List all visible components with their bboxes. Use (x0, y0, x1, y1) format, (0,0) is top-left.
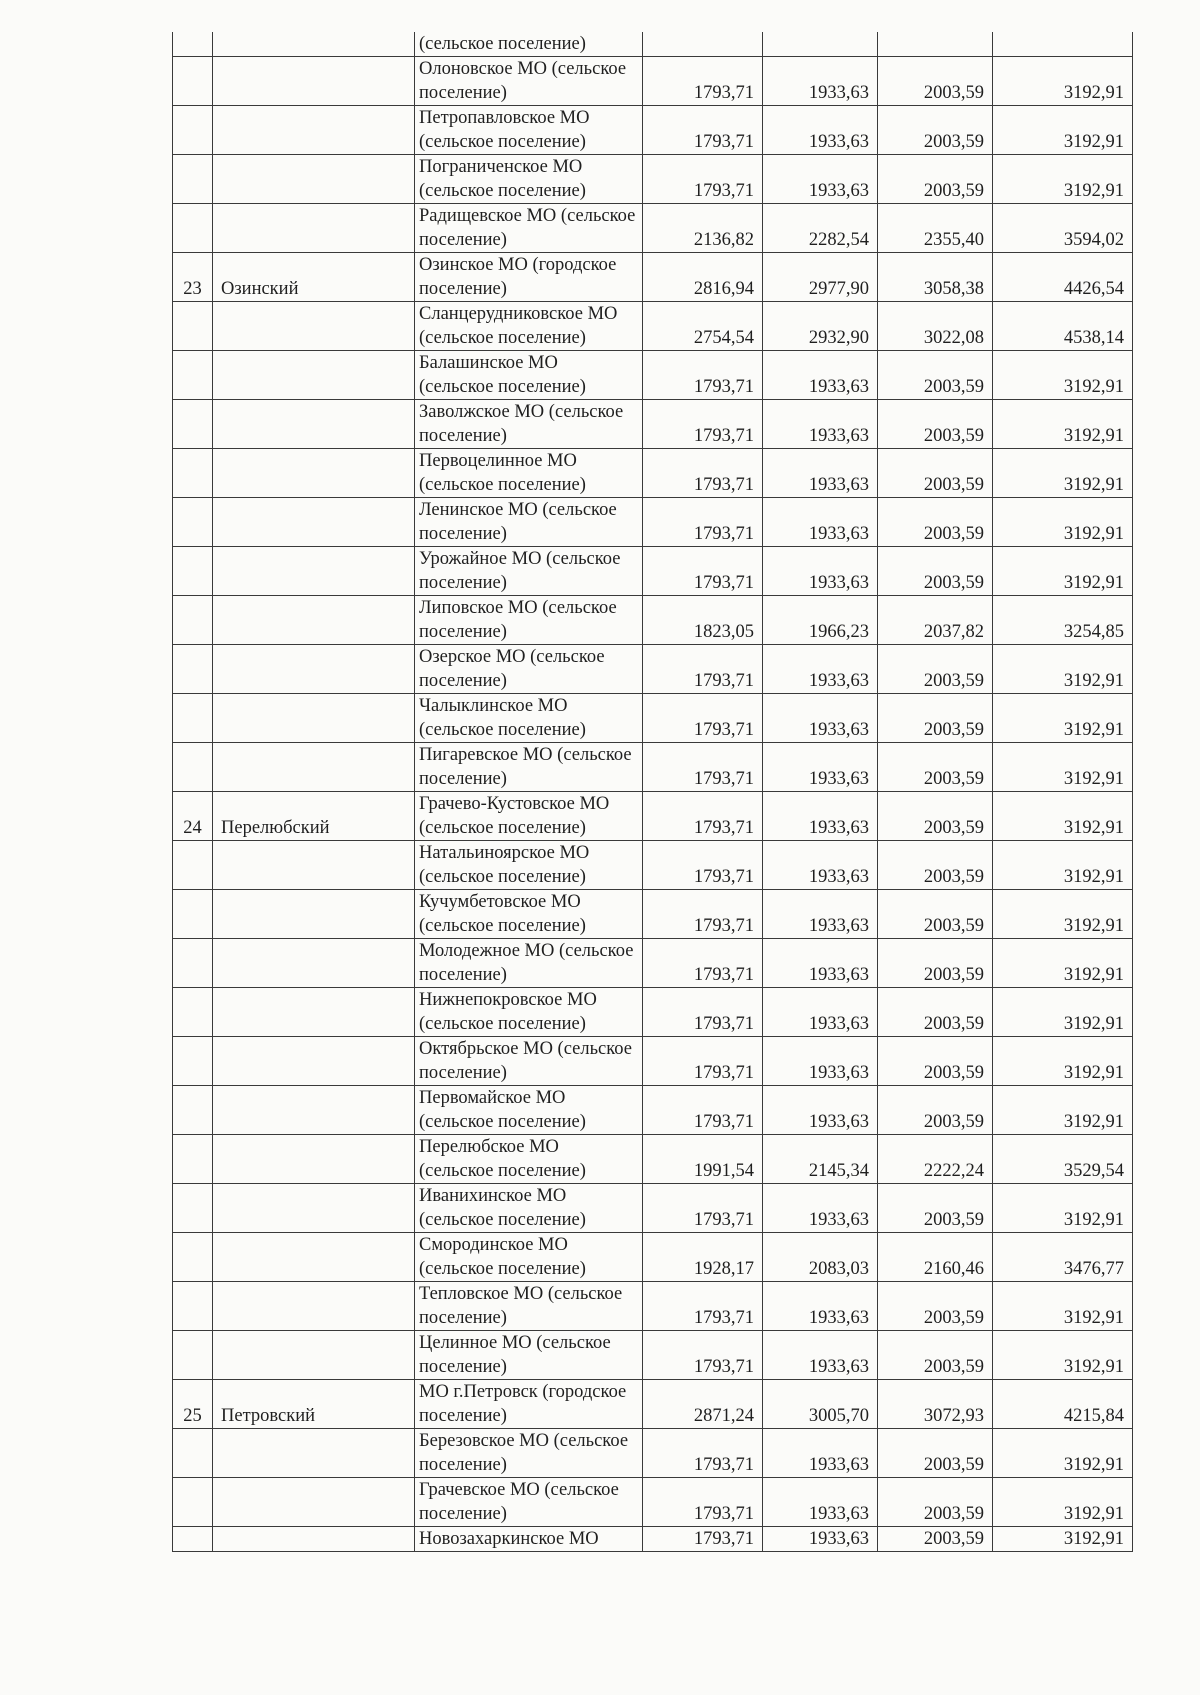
cell-value-4: 3192,91 (993, 155, 1133, 204)
cell-municipality: Озерское МО (сельское поселение) (415, 645, 643, 694)
cell-value-1: 1793,71 (643, 1429, 763, 1478)
cell-district (213, 351, 415, 400)
cell-municipality: Тепловское МО (сельское поселение) (415, 1282, 643, 1331)
table-row-14 (173, 694, 1133, 743)
cell-value-1: 1793,71 (643, 449, 763, 498)
cell-value-2: 1933,63 (763, 792, 878, 841)
cell-value-4: 3192,91 (993, 1282, 1133, 1331)
cell-value-2: 1933,63 (763, 939, 878, 988)
table-row-24 (173, 1184, 1133, 1233)
cell-municipality: Урожайное МО (сельское поселение) (415, 547, 643, 596)
cell-district (213, 1233, 415, 1282)
cell-v1 (643, 32, 763, 57)
cell-value-4: 3192,91 (993, 1478, 1133, 1527)
tariff-table-body (173, 32, 1133, 1552)
cell-value-4: 3192,91 (993, 939, 1133, 988)
cell-value-4: 3192,91 (993, 1331, 1133, 1380)
cell-municipality: Октябрьское МО (сельское поселение) (415, 1037, 643, 1086)
cell-value-2: 2145,34 (763, 1135, 878, 1184)
cell-no (173, 743, 213, 792)
cell-mo-fragment: (сельское поселение) (415, 32, 643, 57)
table-row-25 (173, 1233, 1133, 1282)
table-row-3 (173, 155, 1133, 204)
cell-value-3: 2003,59 (878, 1037, 993, 1086)
cell-district (213, 1135, 415, 1184)
cell-district (213, 1086, 415, 1135)
cell-value-3: 2003,59 (878, 547, 993, 596)
cell-value-1: 1793,71 (643, 400, 763, 449)
cell-municipality: Молодежное МО (сельское поселение) (415, 939, 643, 988)
cell-value-4: 3192,91 (993, 1184, 1133, 1233)
table-row-2 (173, 106, 1133, 155)
table-row-7 (173, 351, 1133, 400)
cell-value-3: 2003,59 (878, 57, 993, 106)
cell-district (213, 1037, 415, 1086)
cell-value-2: 1933,63 (763, 1037, 878, 1086)
cell-value-2: 2977,90 (763, 253, 878, 302)
table-row-23 (173, 1135, 1133, 1184)
cell-municipality: МО г.Петровск (городское поселение) (415, 1380, 643, 1429)
cell-value-4: 4538,14 (993, 302, 1133, 351)
cell-district (213, 939, 415, 988)
cell-value-3: 2003,59 (878, 890, 993, 939)
cell-value-1: 1793,71 (643, 939, 763, 988)
table-row-13 (173, 645, 1133, 694)
cell-value-3: 2003,59 (878, 1527, 993, 1552)
cell-no (173, 988, 213, 1037)
table-row-fragment (173, 32, 1133, 57)
cell-value-2: 1933,63 (763, 106, 878, 155)
cell-value-1: 1793,71 (643, 988, 763, 1037)
table-row-19 (173, 939, 1133, 988)
cell-district (213, 1478, 415, 1527)
cell-municipality: Смородинское МО (сельское поселение) (415, 1233, 643, 1282)
cell-value-3: 2003,59 (878, 743, 993, 792)
cell-district: Петровский (213, 1380, 415, 1429)
cell-no (173, 1037, 213, 1086)
cell-municipality: Березовское МО (сельское поселение) (415, 1429, 643, 1478)
cell-no (173, 449, 213, 498)
cell-value-3: 2003,59 (878, 155, 993, 204)
cell-value-1: 1793,71 (643, 498, 763, 547)
table-row-27 (173, 1331, 1133, 1380)
cell-value-4: 3192,91 (993, 645, 1133, 694)
cell-value-4: 3192,91 (993, 1086, 1133, 1135)
cell-value-3: 2003,59 (878, 351, 993, 400)
cell-value-2: 1933,63 (763, 351, 878, 400)
cell-value-2: 1933,63 (763, 1086, 878, 1135)
cell-municipality: Пигаревское МО (сельское поселение) (415, 743, 643, 792)
cell-no (173, 204, 213, 253)
cell-district: Перелюбский (213, 792, 415, 841)
table-row-15 (173, 743, 1133, 792)
cell-district (213, 743, 415, 792)
cell-value-3: 2003,59 (878, 106, 993, 155)
cell-no (173, 1233, 213, 1282)
cell-value-3: 2037,82 (878, 596, 993, 645)
cell-value-4: 3192,91 (993, 449, 1133, 498)
cell-value-3: 2003,59 (878, 1331, 993, 1380)
cell-municipality: Олоновское МО (сельское поселение) (415, 57, 643, 106)
cell-value-3: 2160,46 (878, 1233, 993, 1282)
cell-district (213, 57, 415, 106)
cell-v4 (993, 32, 1133, 57)
cell-value-3: 2003,59 (878, 1478, 993, 1527)
table-row-9 (173, 449, 1133, 498)
cell-district (213, 1282, 415, 1331)
cell-municipality: Иванихинское МО (сельское поселение) (415, 1184, 643, 1233)
cell-value-2: 2083,03 (763, 1233, 878, 1282)
cell-district (213, 841, 415, 890)
cell-no (173, 547, 213, 596)
cell-value-2: 1933,63 (763, 841, 878, 890)
cell-value-3: 2003,59 (878, 841, 993, 890)
cell-value-1: 1793,71 (643, 1478, 763, 1527)
cell-value-1: 1928,17 (643, 1233, 763, 1282)
cell-municipality: Новозахаркинское МО (415, 1527, 643, 1552)
cell-value-1: 2816,94 (643, 253, 763, 302)
cell-value-4: 3254,85 (993, 596, 1133, 645)
table-row-12 (173, 596, 1133, 645)
cell-value-3: 2003,59 (878, 1429, 993, 1478)
cell-district (213, 155, 415, 204)
cell-value-4: 4426,54 (993, 253, 1133, 302)
cell-district (213, 1429, 415, 1478)
cell-value-2: 1933,63 (763, 645, 878, 694)
cell-no (173, 32, 213, 57)
cell-municipality: Озинское МО (городское поселение) (415, 253, 643, 302)
cell-municipality: Первоцелинное МО (сельское поселение) (415, 449, 643, 498)
cell-value-1: 1793,71 (643, 1282, 763, 1331)
cell-district (213, 449, 415, 498)
cell-v3 (878, 32, 993, 57)
cell-value-4: 3192,91 (993, 1429, 1133, 1478)
cell-municipality: Нижнепокровское МО (сельское поселение) (415, 988, 643, 1037)
cell-municipality: Первомайское МО (сельское поселение) (415, 1086, 643, 1135)
cell-district (213, 400, 415, 449)
cell-district (213, 1527, 415, 1552)
cell-value-3: 2003,59 (878, 939, 993, 988)
cell-value-1: 1793,71 (643, 155, 763, 204)
cell-value-4: 3192,91 (993, 890, 1133, 939)
cell-value-1: 1793,71 (643, 792, 763, 841)
cell-value-2: 1933,63 (763, 57, 878, 106)
cell-no (173, 1331, 213, 1380)
cell-value-4: 3192,91 (993, 351, 1133, 400)
cell-value-3: 3072,93 (878, 1380, 993, 1429)
cell-value-4: 3192,91 (993, 498, 1133, 547)
table-row-30 (173, 1478, 1133, 1527)
cell-no (173, 1478, 213, 1527)
cell-value-3: 3058,38 (878, 253, 993, 302)
cell-district (213, 498, 415, 547)
cell-value-1: 1793,71 (643, 1037, 763, 1086)
cell-no (173, 890, 213, 939)
cell-value-2: 1933,63 (763, 400, 878, 449)
cell-no (173, 1135, 213, 1184)
cell-municipality: Перелюбское МО (сельское поселение) (415, 1135, 643, 1184)
cell-value-1: 1793,71 (643, 645, 763, 694)
cell-district (213, 547, 415, 596)
cell-municipality: Заволжское МО (сельское поселение) (415, 400, 643, 449)
cell-value-2: 1933,63 (763, 449, 878, 498)
cell-value-1: 1793,71 (643, 351, 763, 400)
cell-no: 24 (173, 792, 213, 841)
table-row-29 (173, 1429, 1133, 1478)
cell-value-4: 3476,77 (993, 1233, 1133, 1282)
table-row-8 (173, 400, 1133, 449)
cell-value-2: 1933,63 (763, 988, 878, 1037)
cell-value-2: 2932,90 (763, 302, 878, 351)
cell-value-2: 1933,63 (763, 890, 878, 939)
table-row-4 (173, 204, 1133, 253)
cell-municipality: Балашинское МО (сельское поселение) (415, 351, 643, 400)
cell-value-4: 3192,91 (993, 1037, 1133, 1086)
table-row-17 (173, 841, 1133, 890)
cell-municipality: Пограниченское МО (сельское поселение) (415, 155, 643, 204)
cell-value-1: 2136,82 (643, 204, 763, 253)
cell-value-1: 1991,54 (643, 1135, 763, 1184)
cell-value-3: 2222,24 (878, 1135, 993, 1184)
cell-value-4: 3192,91 (993, 743, 1133, 792)
cell-no (173, 351, 213, 400)
cell-value-4: 3192,91 (993, 792, 1133, 841)
cell-value-1: 1793,71 (643, 841, 763, 890)
cell-value-3: 2003,59 (878, 1184, 993, 1233)
cell-municipality: Ленинское МО (сельское поселение) (415, 498, 643, 547)
cell-value-3: 3022,08 (878, 302, 993, 351)
cell-value-4: 3594,02 (993, 204, 1133, 253)
cell-value-4: 3192,91 (993, 547, 1133, 596)
cell-district (213, 106, 415, 155)
cell-no (173, 1282, 213, 1331)
cell-no (173, 400, 213, 449)
cell-value-4: 3192,91 (993, 400, 1133, 449)
cell-value-2: 1933,63 (763, 1478, 878, 1527)
table-row-1 (173, 57, 1133, 106)
cell-value-4: 3192,91 (993, 988, 1133, 1037)
cell-district: Озинский (213, 253, 415, 302)
cell-value-4: 3192,91 (993, 841, 1133, 890)
cell-no: 23 (173, 253, 213, 302)
cell-value-1: 1793,71 (643, 57, 763, 106)
cell-district (213, 204, 415, 253)
table-row-16 (173, 792, 1133, 841)
cell-no (173, 1527, 213, 1552)
cell-municipality: Сланцерудниковское МО (сельское поселение) (415, 302, 643, 351)
cell-value-4: 3529,54 (993, 1135, 1133, 1184)
cell-value-4: 4215,84 (993, 1380, 1133, 1429)
table-row-11 (173, 547, 1133, 596)
cell-value-3: 2003,59 (878, 1282, 993, 1331)
cell-value-3: 2003,59 (878, 449, 993, 498)
cell-value-1: 1823,05 (643, 596, 763, 645)
table-row-6 (173, 302, 1133, 351)
table-row-21 (173, 1037, 1133, 1086)
cell-value-4: 3192,91 (993, 106, 1133, 155)
cell-value-3: 2355,40 (878, 204, 993, 253)
cell-value-1: 1793,71 (643, 1086, 763, 1135)
cell-value-3: 2003,59 (878, 645, 993, 694)
table-row-10 (173, 498, 1133, 547)
cell-value-2: 1933,63 (763, 1429, 878, 1478)
cell-value-2: 1933,63 (763, 1331, 878, 1380)
cell-value-2: 1933,63 (763, 694, 878, 743)
table-row-28 (173, 1380, 1133, 1429)
cell-value-4: 3192,91 (993, 694, 1133, 743)
cell-district (213, 32, 415, 57)
cell-no (173, 57, 213, 106)
cell-no (173, 155, 213, 204)
table-row-22 (173, 1086, 1133, 1135)
cell-no: 25 (173, 1380, 213, 1429)
cell-municipality: Радищевское МО (сельское поселение) (415, 204, 643, 253)
cell-value-1: 1793,71 (643, 547, 763, 596)
cell-no (173, 596, 213, 645)
cell-no (173, 498, 213, 547)
cell-no (173, 1429, 213, 1478)
cell-district (213, 694, 415, 743)
cell-no (173, 1184, 213, 1233)
cell-municipality: Кучумбетовское МО (сельское поселение) (415, 890, 643, 939)
cell-district (213, 645, 415, 694)
cell-value-2: 1966,23 (763, 596, 878, 645)
cell-value-2: 1933,63 (763, 743, 878, 792)
cell-value-3: 2003,59 (878, 1086, 993, 1135)
cell-municipality: Липовское МО (сельское поселение) (415, 596, 643, 645)
cell-municipality: Чалыклинское МО (сельское поселение) (415, 694, 643, 743)
cell-no (173, 645, 213, 694)
cell-value-3: 2003,59 (878, 988, 993, 1037)
cell-value-1: 1793,71 (643, 1331, 763, 1380)
cell-no (173, 939, 213, 988)
cell-municipality: Грачево-Кустовское МО (сельское поселение) (415, 792, 643, 841)
table-row-26 (173, 1282, 1133, 1331)
cell-value-1: 1793,71 (643, 743, 763, 792)
cell-value-2: 2282,54 (763, 204, 878, 253)
cell-value-2: 1933,63 (763, 1282, 878, 1331)
cell-no (173, 694, 213, 743)
cell-value-1: 1793,71 (643, 1527, 763, 1552)
cell-municipality: Грачевское МО (сельское поселение) (415, 1478, 643, 1527)
cell-no (173, 106, 213, 155)
cell-value-1: 1793,71 (643, 694, 763, 743)
cell-value-1: 2754,54 (643, 302, 763, 351)
cell-district (213, 302, 415, 351)
table-row-18 (173, 890, 1133, 939)
cell-value-3: 2003,59 (878, 694, 993, 743)
cell-value-1: 1793,71 (643, 890, 763, 939)
cell-value-3: 2003,59 (878, 498, 993, 547)
cell-value-2: 1933,63 (763, 155, 878, 204)
cell-no (173, 302, 213, 351)
cell-no (173, 841, 213, 890)
cell-value-2: 1933,63 (763, 1527, 878, 1552)
table-row-5 (173, 253, 1133, 302)
cell-district (213, 988, 415, 1037)
cell-value-2: 1933,63 (763, 1184, 878, 1233)
cell-value-3: 2003,59 (878, 400, 993, 449)
tariff-table (172, 32, 1133, 1552)
cell-value-4: 3192,91 (993, 1527, 1133, 1552)
cell-district (213, 596, 415, 645)
cell-value-1: 1793,71 (643, 106, 763, 155)
table-row-20 (173, 988, 1133, 1037)
cell-municipality: Целинное МО (сельское поселение) (415, 1331, 643, 1380)
cell-value-3: 2003,59 (878, 792, 993, 841)
cell-value-2: 1933,63 (763, 498, 878, 547)
cell-value-1: 1793,71 (643, 1184, 763, 1233)
cell-district (213, 1331, 415, 1380)
cell-municipality: Петропавловское МО (сельское поселение) (415, 106, 643, 155)
cell-no (173, 1086, 213, 1135)
cell-municipality: Натальиноярское МО (сельское поселение) (415, 841, 643, 890)
cell-value-4: 3192,91 (993, 57, 1133, 106)
table-row-31 (173, 1527, 1133, 1552)
cell-v2 (763, 32, 878, 57)
cell-value-2: 1933,63 (763, 547, 878, 596)
cell-value-2: 3005,70 (763, 1380, 878, 1429)
cell-district (213, 1184, 415, 1233)
cell-value-1: 2871,24 (643, 1380, 763, 1429)
cell-district (213, 890, 415, 939)
